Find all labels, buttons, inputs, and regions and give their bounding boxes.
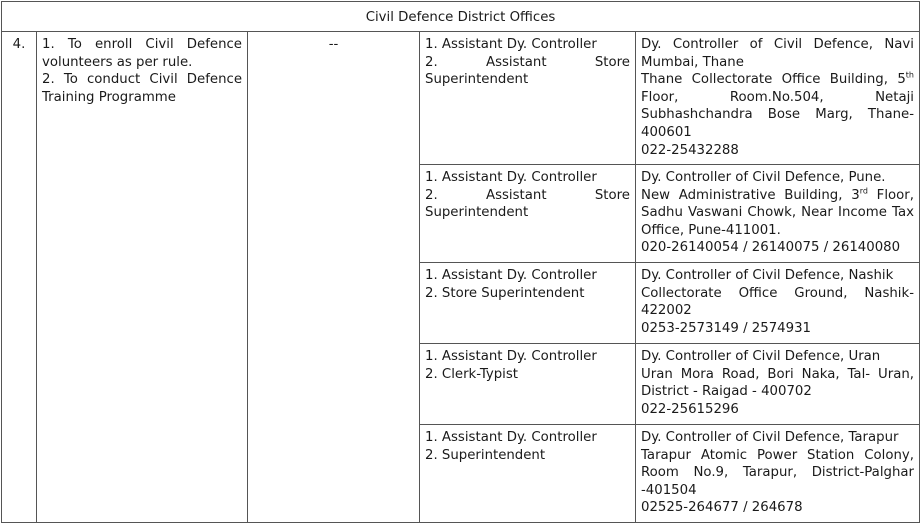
office-name: Dy. Controller of Civil Defence, Nashik [641, 268, 894, 283]
staff-item: 1. Assistant Dy. Controller [425, 37, 597, 52]
staff-item: 2. Superintendent [425, 447, 546, 463]
office-address-cell [636, 32, 920, 165]
functions-cell [37, 32, 248, 523]
office-phone: 022-25432288 [641, 142, 739, 158]
staff-item: 2. Assistant Store Superintendent [425, 54, 630, 88]
district-offices-table [1, 1, 920, 523]
empty-column-dash: -- [248, 32, 420, 523]
address-part: Floor, Sadhu Vaswani Chowk, Near Income Tax Office, Pune-411001. [641, 187, 914, 238]
office-name: Dy. Controller of Civil Defence, Pune. [641, 170, 886, 185]
office-address: Collectorate Office Ground, Nashik-422002 [641, 285, 914, 319]
staff-item: 1. Assistant Dy. Controller [425, 170, 597, 185]
office-name: Dy. Controller of Civil Defence, Uran [641, 349, 881, 364]
table-row [2, 32, 920, 165]
office-phone: 022-25615296 [641, 401, 739, 417]
address-part: Floor, Room.No.504, Netaji Subhashchandra Bose Marg, Thane-400601 [641, 89, 914, 140]
function-item: 1. To enroll Civil Defence volunteers as per rule. [42, 37, 242, 70]
staff-item: 1. Assistant Dy. Controller [425, 430, 597, 445]
office-phone: 0253-2573149 / 2574931 [641, 320, 812, 336]
staff-item: 1. Assistant Dy. Controller [425, 268, 597, 283]
function-item: 2. To conduct Civil Defence Training Programme [42, 72, 242, 105]
staff-cell [420, 425, 636, 523]
staff-cell [420, 263, 636, 344]
office-name: Dy. Controller of Civil Defence, Tarapur [641, 430, 899, 445]
staff-item: 2. Clerk-Typist [425, 366, 519, 382]
office-address-cell [636, 425, 920, 523]
table-title-row [2, 2, 920, 32]
office-phone: 020-26140054 / 26140075 / 26140080 [641, 240, 901, 256]
office-address-cell [636, 344, 920, 425]
office-address-cell [636, 263, 920, 344]
address-superscript: rd [859, 186, 868, 196]
address-superscript: th [905, 70, 914, 80]
office-phone: 02525-264677 / 264678 [641, 500, 803, 516]
address-part: New Administrative Building, 3 [641, 187, 860, 203]
office-address: Tarapur Atomic Power Station Colony, Room No.9, Tarapur, District-Palghar -401504 [641, 447, 914, 498]
table-title: Civil Defence District Offices [2, 2, 920, 32]
staff-item: 2. Assistant Store Superintendent [425, 187, 630, 221]
office-address [641, 187, 914, 240]
staff-item: 1. Assistant Dy. Controller [425, 349, 597, 364]
office-address-cell [636, 165, 920, 263]
office-address [641, 71, 914, 141]
address-part: Thane Collectorate Office Building, 5 [641, 72, 906, 88]
staff-cell [420, 32, 636, 165]
serial-number: 4. [2, 32, 37, 523]
staff-item: 2. Store Superintendent [425, 285, 585, 301]
staff-cell [420, 344, 636, 425]
office-name: Dy. Controller of Civil Defence, Navi Mumbai, Thane [641, 37, 914, 70]
staff-cell [420, 165, 636, 263]
office-address: Uran Mora Road, Bori Naka, Tal- Uran, District - Raigad - 400702 [641, 366, 914, 400]
